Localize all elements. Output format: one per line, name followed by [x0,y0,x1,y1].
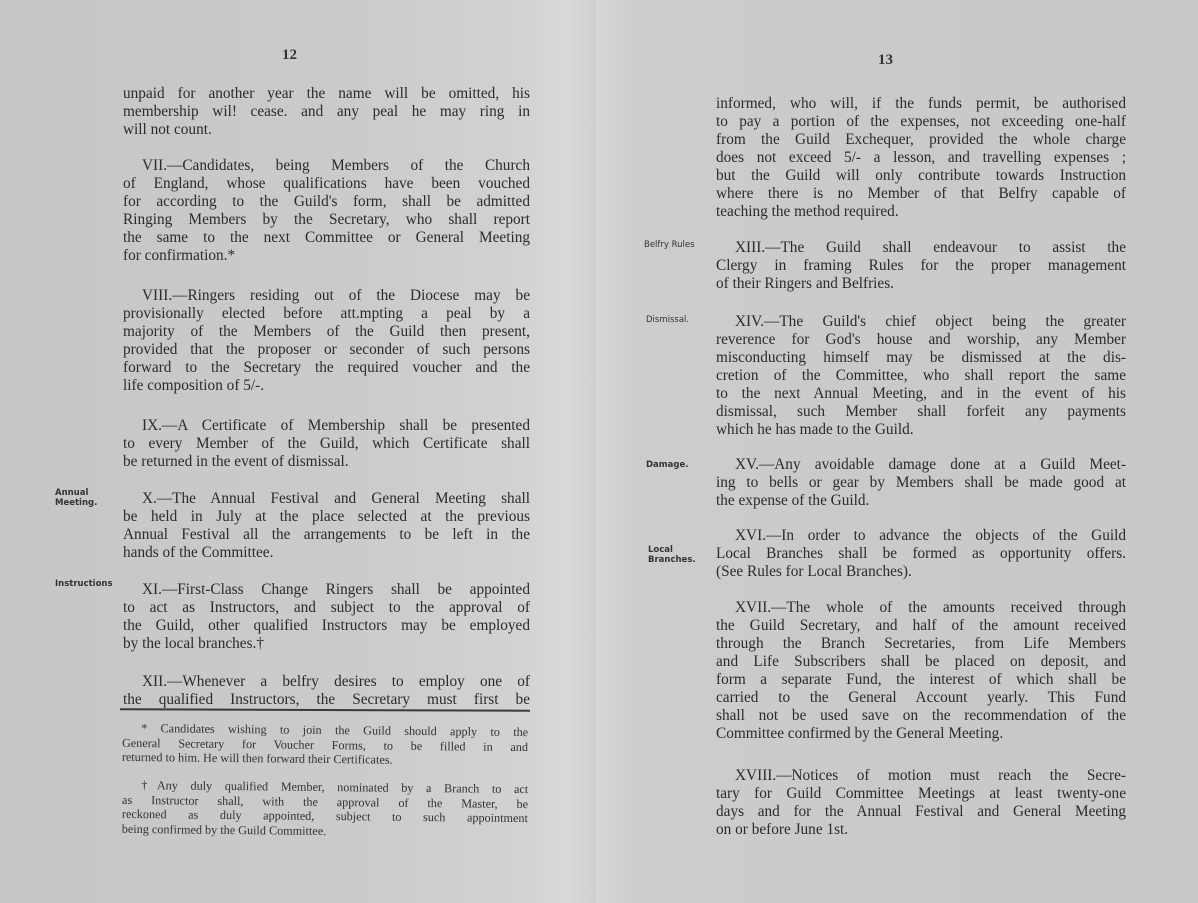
text-line: form a separate Fund, the interest of which shall be [716,671,1126,688]
left-page [0,0,596,903]
rule-x [123,490,530,562]
text-line: the Guild Secretary, and half of the amount received [716,617,1126,634]
text-line: XVIII.—Notices of motion must reach the Secre- [735,767,1126,784]
right-page [596,0,1198,903]
text-line: the expense of the Guild. [716,492,870,509]
margin-note-dismissal [646,316,689,326]
footnote-asterisk [122,721,528,769]
page-number: 12 [282,47,297,63]
text-line: of England, whose qualifications have been vouched [123,175,530,192]
footnote-divider [120,708,530,711]
text-line: carried to the General Account yearly. This Fund [716,689,1126,706]
text-line: X.—The Annual Festival and General Meeting shall [142,490,530,507]
text-line: by the local branches.† [123,635,265,652]
footnote-line: returned to him. He will then forward their Certificates. [121,749,393,767]
text-line: but the Guild will only contribute towards Instruction [716,167,1126,184]
text-line: the qualified Instructors, the Secretary must first be [123,691,530,708]
text-line: shall not be used save on the recommendation of the [716,707,1126,724]
rule-xi [123,581,530,653]
rule-ix [123,417,530,471]
margin-note-line: Dismissal. [646,315,690,325]
rule-xvii [716,599,1126,743]
text-line: informed, who will, if the funds permit, be authorised [716,95,1126,112]
margin-note-belfry-rules [644,241,695,251]
footnote-line: General Secretary for Voucher Forms, to be filled in and [121,735,529,754]
text-line: does not exceed 5/- a lesson, and travelling expenses ; [716,149,1126,166]
margin-note-instructions [55,580,113,590]
text-line: and Life Subscribers shall be placed on deposit, and [716,653,1126,670]
margin-note-line: Branches. [648,554,696,565]
text-line: dismissal, such Member shall forfeit any payments [716,403,1126,420]
footnote-line: being confirmed by the Guild Committee. [121,821,327,838]
text-line: where there is no Member of that Belfry capable of [716,185,1126,202]
text-line: cretion of the Committee, who shall report the same [716,367,1126,384]
text-line: tary for Guild Committee Meetings at least twenty-one [716,785,1126,802]
text-line: provided that the proposer or seconder of such persons [123,341,530,358]
text-line: reverence for God's house and worship, any Member [716,331,1126,348]
footnote-dagger [122,778,529,840]
text-line: which he has made to the Guild. [716,421,914,438]
footnote-line: * Candidates wishing to join the Guild should apply to the [141,721,529,740]
margin-note-line: Belfry Rules [644,240,695,250]
rule-xii [123,673,530,709]
text-line: Annual Festival all the arrangements to be left in the [123,526,530,543]
rule-vii [123,157,530,265]
text-line: be returned in the event of dismissal. [123,453,349,470]
text-line: on or before June 1st. [716,821,849,838]
text-line: life composition of 5/-. [123,377,265,394]
footnote-line: †Any duly qualified Member, nominated by a Branch to act [141,778,529,797]
text-line: Clergy in framing Rules for the proper management [716,257,1126,274]
margin-note-line: Local [648,545,673,555]
margin-note-annual-meeting [55,489,97,508]
text-line: provisionally elected before att.mpting a peal by a [123,305,530,322]
text-line: XVI.—In order to advance the objects of the Guild [735,527,1126,544]
text-line: through the Branch Secretaries, from Life Members [716,635,1126,652]
rule-xiii [716,239,1126,293]
text-line: Ringing Members by the Secretary, who shall report [123,211,530,228]
text-line: membership wil! cease. and any peal he may ring in [123,103,530,120]
rule-xvi [716,527,1126,581]
text-line: will not count. [123,121,212,138]
rule-xiv [716,313,1126,439]
margin-note-line: Annual [55,488,89,498]
text-line: VII.—Candidates, being Members of the Church [142,157,530,174]
margin-note-line: Instructions [55,579,113,589]
text-line: the same to the next Committee or General Meeting [123,229,530,246]
text-line: (See Rules for Local Branches). [716,563,912,580]
text-line: teaching the method required. [716,203,899,220]
text-line: IX.—A Certificate of Membership shall be presented [142,417,530,434]
text-line: days and for the Annual Festival and General Meeting [716,803,1126,820]
text-line: for confirmation.* [123,247,236,264]
paragraph-continuation [123,85,530,139]
text-line: XVII.—The whole of the amounts received through [735,599,1126,616]
rule-viii [123,287,530,395]
text-line: misconducting himself may be dismissed at the dis- [716,349,1126,366]
text-line: VIII.—Ringers residing out of the Diocese may be [142,287,530,304]
rule-xviii [716,767,1126,839]
margin-note-local-branches [648,546,696,565]
text-line: majority of the Members of the Guild then present, [123,323,530,340]
text-line: be held in July at the place selected at the previous [123,508,530,525]
text-line: for according to the Guild's form, shall be admitted [123,193,530,210]
text-line: hands of the Committee. [123,544,274,561]
footnote-line: reckoned as duly appointed, subject to such appointment [121,806,528,826]
text-line: XIII.—The Guild shall endeavour to assist the [735,239,1126,256]
text-line: XI.—First-Class Change Ringers shall be appointed [142,581,530,598]
text-line: to act as Instructors, and subject to the approval of [123,599,530,616]
text-line: Committee confirmed by the General Meeting. [716,725,1004,742]
text-line: of their Ringers and Belfries. [716,275,894,292]
margin-note-line: Damage. [646,460,689,470]
paragraph-continuation [716,95,1126,221]
text-line: XV.—Any avoidable damage done at a Guild Meet- [735,456,1126,473]
margin-note-damage [646,461,688,471]
rule-xv [716,456,1126,510]
text-line: from the Guild Exchequer, provided the whole charge [716,131,1126,148]
text-line: Local Branches shall be formed as opportunity offers. [716,545,1126,562]
text-line: the Guild, other qualified Instructors may be employed [123,617,530,634]
page-number: 13 [878,52,893,68]
text-line: to pay a portion of the expenses, not exceeding one-half [716,113,1126,130]
text-line: unpaid for another year the name will be omitted, his [123,85,530,102]
text-line: XIV.—The Guild's chief object being the greater [735,313,1126,330]
text-line: to every Member of the Guild, which Certificate shall [123,435,530,452]
text-line: to the next Annual Meeting, and in the event of his [716,385,1126,402]
text-line: ing to bells or gear by Members shall be made good at [716,474,1126,491]
text-line: forward to the Secretary the required voucher and the [123,359,530,376]
text-line: XII.—Whenever a belfry desires to employ one of [142,673,530,690]
margin-note-line: Meeting. [55,497,98,508]
footnote-line: as Instructor shall, with the approval of the Master, be [122,792,529,811]
